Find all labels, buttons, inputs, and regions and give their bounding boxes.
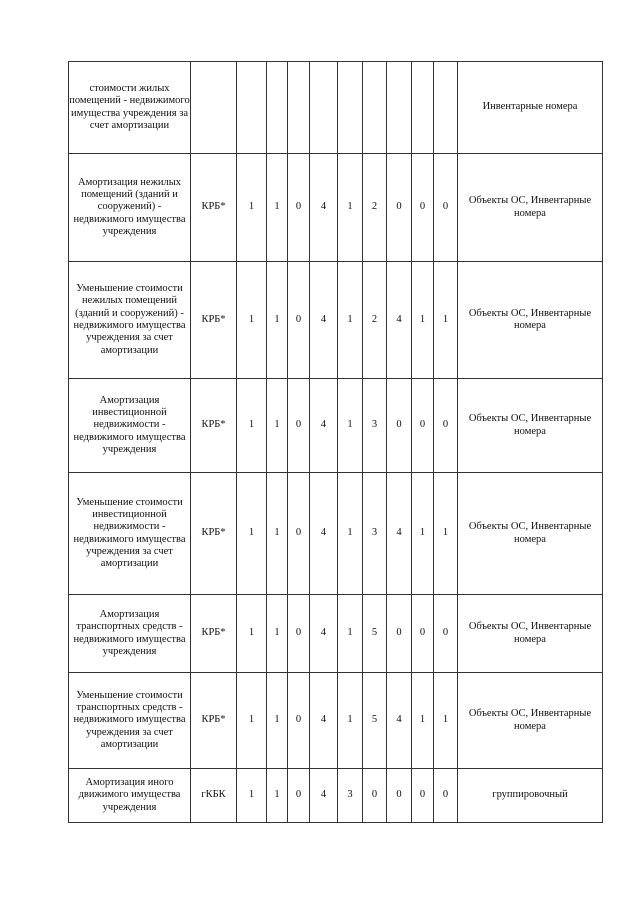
code-cell: КРБ* — [191, 379, 237, 473]
account-digit-cell: 1 — [412, 262, 434, 379]
account-name-cell: стоимости жилых помещений - недвижимого имущества учреждения за счет амортизации — [69, 62, 191, 154]
account-digit-cell: 1 — [267, 595, 288, 673]
account-digit-cell: 4 — [310, 473, 338, 595]
table-row — [69, 262, 603, 379]
account-digit-cell: 0 — [387, 595, 412, 673]
account-digit-cell: 4 — [387, 673, 412, 769]
account-digit-cell: 0 — [288, 473, 310, 595]
account-digit-cell: 0 — [434, 379, 458, 473]
account-digit-cell: 1 — [267, 262, 288, 379]
code-cell: гКБК — [191, 769, 237, 823]
analytics-cell: группировочный — [458, 769, 603, 823]
account-digit-cell: 1 — [412, 673, 434, 769]
account-digit-cell: 4 — [310, 769, 338, 823]
accounts-table — [68, 61, 603, 823]
account-digit-cell: 1 — [237, 769, 267, 823]
account-name-cell: Уменьшение стоимости транспортных средств - недвижимого имущества учреждения за счет амортизации — [69, 673, 191, 769]
account-digit-cell: 1 — [338, 673, 363, 769]
account-digit-cell: 1 — [338, 154, 363, 262]
analytics-cell: Объекты ОС, Инвентарные номера — [458, 154, 603, 262]
code-cell: КРБ* — [191, 673, 237, 769]
account-digit-cell: 0 — [412, 154, 434, 262]
account-name-cell: Амортизация инвестиционной недвижимости - недвижимого имущества учреждения — [69, 379, 191, 473]
code-cell: КРБ* — [191, 473, 237, 595]
account-digit-cell: 0 — [288, 769, 310, 823]
account-digit-cell: 1 — [434, 473, 458, 595]
account-digit-cell: 0 — [434, 595, 458, 673]
account-digit-cell: 1 — [267, 769, 288, 823]
account-digit-cell — [363, 62, 387, 154]
account-digit-cell — [288, 62, 310, 154]
analytics-cell: Объекты ОС, Инвентарные номера — [458, 262, 603, 379]
account-digit-cell: 1 — [237, 262, 267, 379]
account-digit-cell: 0 — [288, 262, 310, 379]
account-name-cell: Амортизация иного движимого имущества учреждения — [69, 769, 191, 823]
account-digit-cell: 1 — [267, 673, 288, 769]
account-digit-cell: 0 — [288, 595, 310, 673]
account-digit-cell: 0 — [412, 379, 434, 473]
account-digit-cell — [412, 62, 434, 154]
table-row — [69, 154, 603, 262]
account-digit-cell: 4 — [310, 154, 338, 262]
analytics-cell: Инвентарные номера — [458, 62, 603, 154]
analytics-cell: Объекты ОС, Инвентарные номера — [458, 379, 603, 473]
account-name-cell: Уменьшение стоимости инвестиционной недвижимости - недвижимого имущества учреждения за счет амортизации — [69, 473, 191, 595]
account-name-cell: Амортизация нежилых помещений (зданий и сооружений) - недвижимого имущества учреждения — [69, 154, 191, 262]
account-digit-cell — [237, 62, 267, 154]
account-digit-cell: 4 — [310, 673, 338, 769]
table-row — [69, 595, 603, 673]
account-digit-cell — [338, 62, 363, 154]
account-digit-cell: 0 — [434, 769, 458, 823]
analytics-cell: Объекты ОС, Инвентарные номера — [458, 473, 603, 595]
account-digit-cell: 4 — [310, 379, 338, 473]
account-digit-cell: 0 — [363, 769, 387, 823]
account-name-cell: Амортизация транспортных средств - недвижимого имущества учреждения — [69, 595, 191, 673]
account-digit-cell: 1 — [338, 473, 363, 595]
account-digit-cell: 1 — [267, 473, 288, 595]
table-row — [69, 769, 603, 823]
table-row — [69, 473, 603, 595]
account-digit-cell: 1 — [237, 473, 267, 595]
account-digit-cell: 5 — [363, 595, 387, 673]
analytics-cell: Объекты ОС, Инвентарные номера — [458, 595, 603, 673]
account-digit-cell: 1 — [237, 595, 267, 673]
account-name-cell: Уменьшение стоимости нежилых помещений (зданий и сооружений) - недвижимого имущества учреждения за счет амортизации — [69, 262, 191, 379]
account-digit-cell: 0 — [434, 154, 458, 262]
account-digit-cell: 0 — [288, 379, 310, 473]
account-digit-cell: 3 — [338, 769, 363, 823]
table-row — [69, 673, 603, 769]
account-digit-cell: 4 — [310, 595, 338, 673]
table-row — [69, 62, 603, 154]
account-digit-cell: 1 — [237, 154, 267, 262]
table-row — [69, 379, 603, 473]
account-digit-cell: 1 — [267, 379, 288, 473]
account-digit-cell: 2 — [363, 262, 387, 379]
account-digit-cell: 0 — [387, 379, 412, 473]
account-digit-cell: 1 — [338, 262, 363, 379]
account-digit-cell: 4 — [387, 473, 412, 595]
account-digit-cell: 0 — [387, 154, 412, 262]
account-digit-cell: 0 — [288, 673, 310, 769]
account-digit-cell: 1 — [412, 473, 434, 595]
account-digit-cell: 1 — [237, 379, 267, 473]
account-digit-cell: 1 — [434, 262, 458, 379]
account-digit-cell: 1 — [338, 595, 363, 673]
account-digit-cell: 1 — [237, 673, 267, 769]
account-digit-cell — [434, 62, 458, 154]
code-cell — [191, 62, 237, 154]
code-cell: КРБ* — [191, 595, 237, 673]
code-cell: КРБ* — [191, 154, 237, 262]
account-digit-cell: 1 — [267, 154, 288, 262]
account-digit-cell: 1 — [434, 673, 458, 769]
account-digit-cell — [387, 62, 412, 154]
account-digit-cell: 1 — [338, 379, 363, 473]
account-digit-cell: 4 — [387, 262, 412, 379]
code-cell: КРБ* — [191, 262, 237, 379]
account-digit-cell: 2 — [363, 154, 387, 262]
analytics-cell: Объекты ОС, Инвентарные номера — [458, 673, 603, 769]
account-digit-cell: 4 — [310, 262, 338, 379]
account-digit-cell — [267, 62, 288, 154]
account-digit-cell: 0 — [412, 595, 434, 673]
account-digit-cell: 0 — [387, 769, 412, 823]
account-digit-cell: 5 — [363, 673, 387, 769]
account-digit-cell: 3 — [363, 473, 387, 595]
account-digit-cell: 0 — [412, 769, 434, 823]
account-digit-cell — [310, 62, 338, 154]
account-digit-cell: 0 — [288, 154, 310, 262]
account-digit-cell: 3 — [363, 379, 387, 473]
